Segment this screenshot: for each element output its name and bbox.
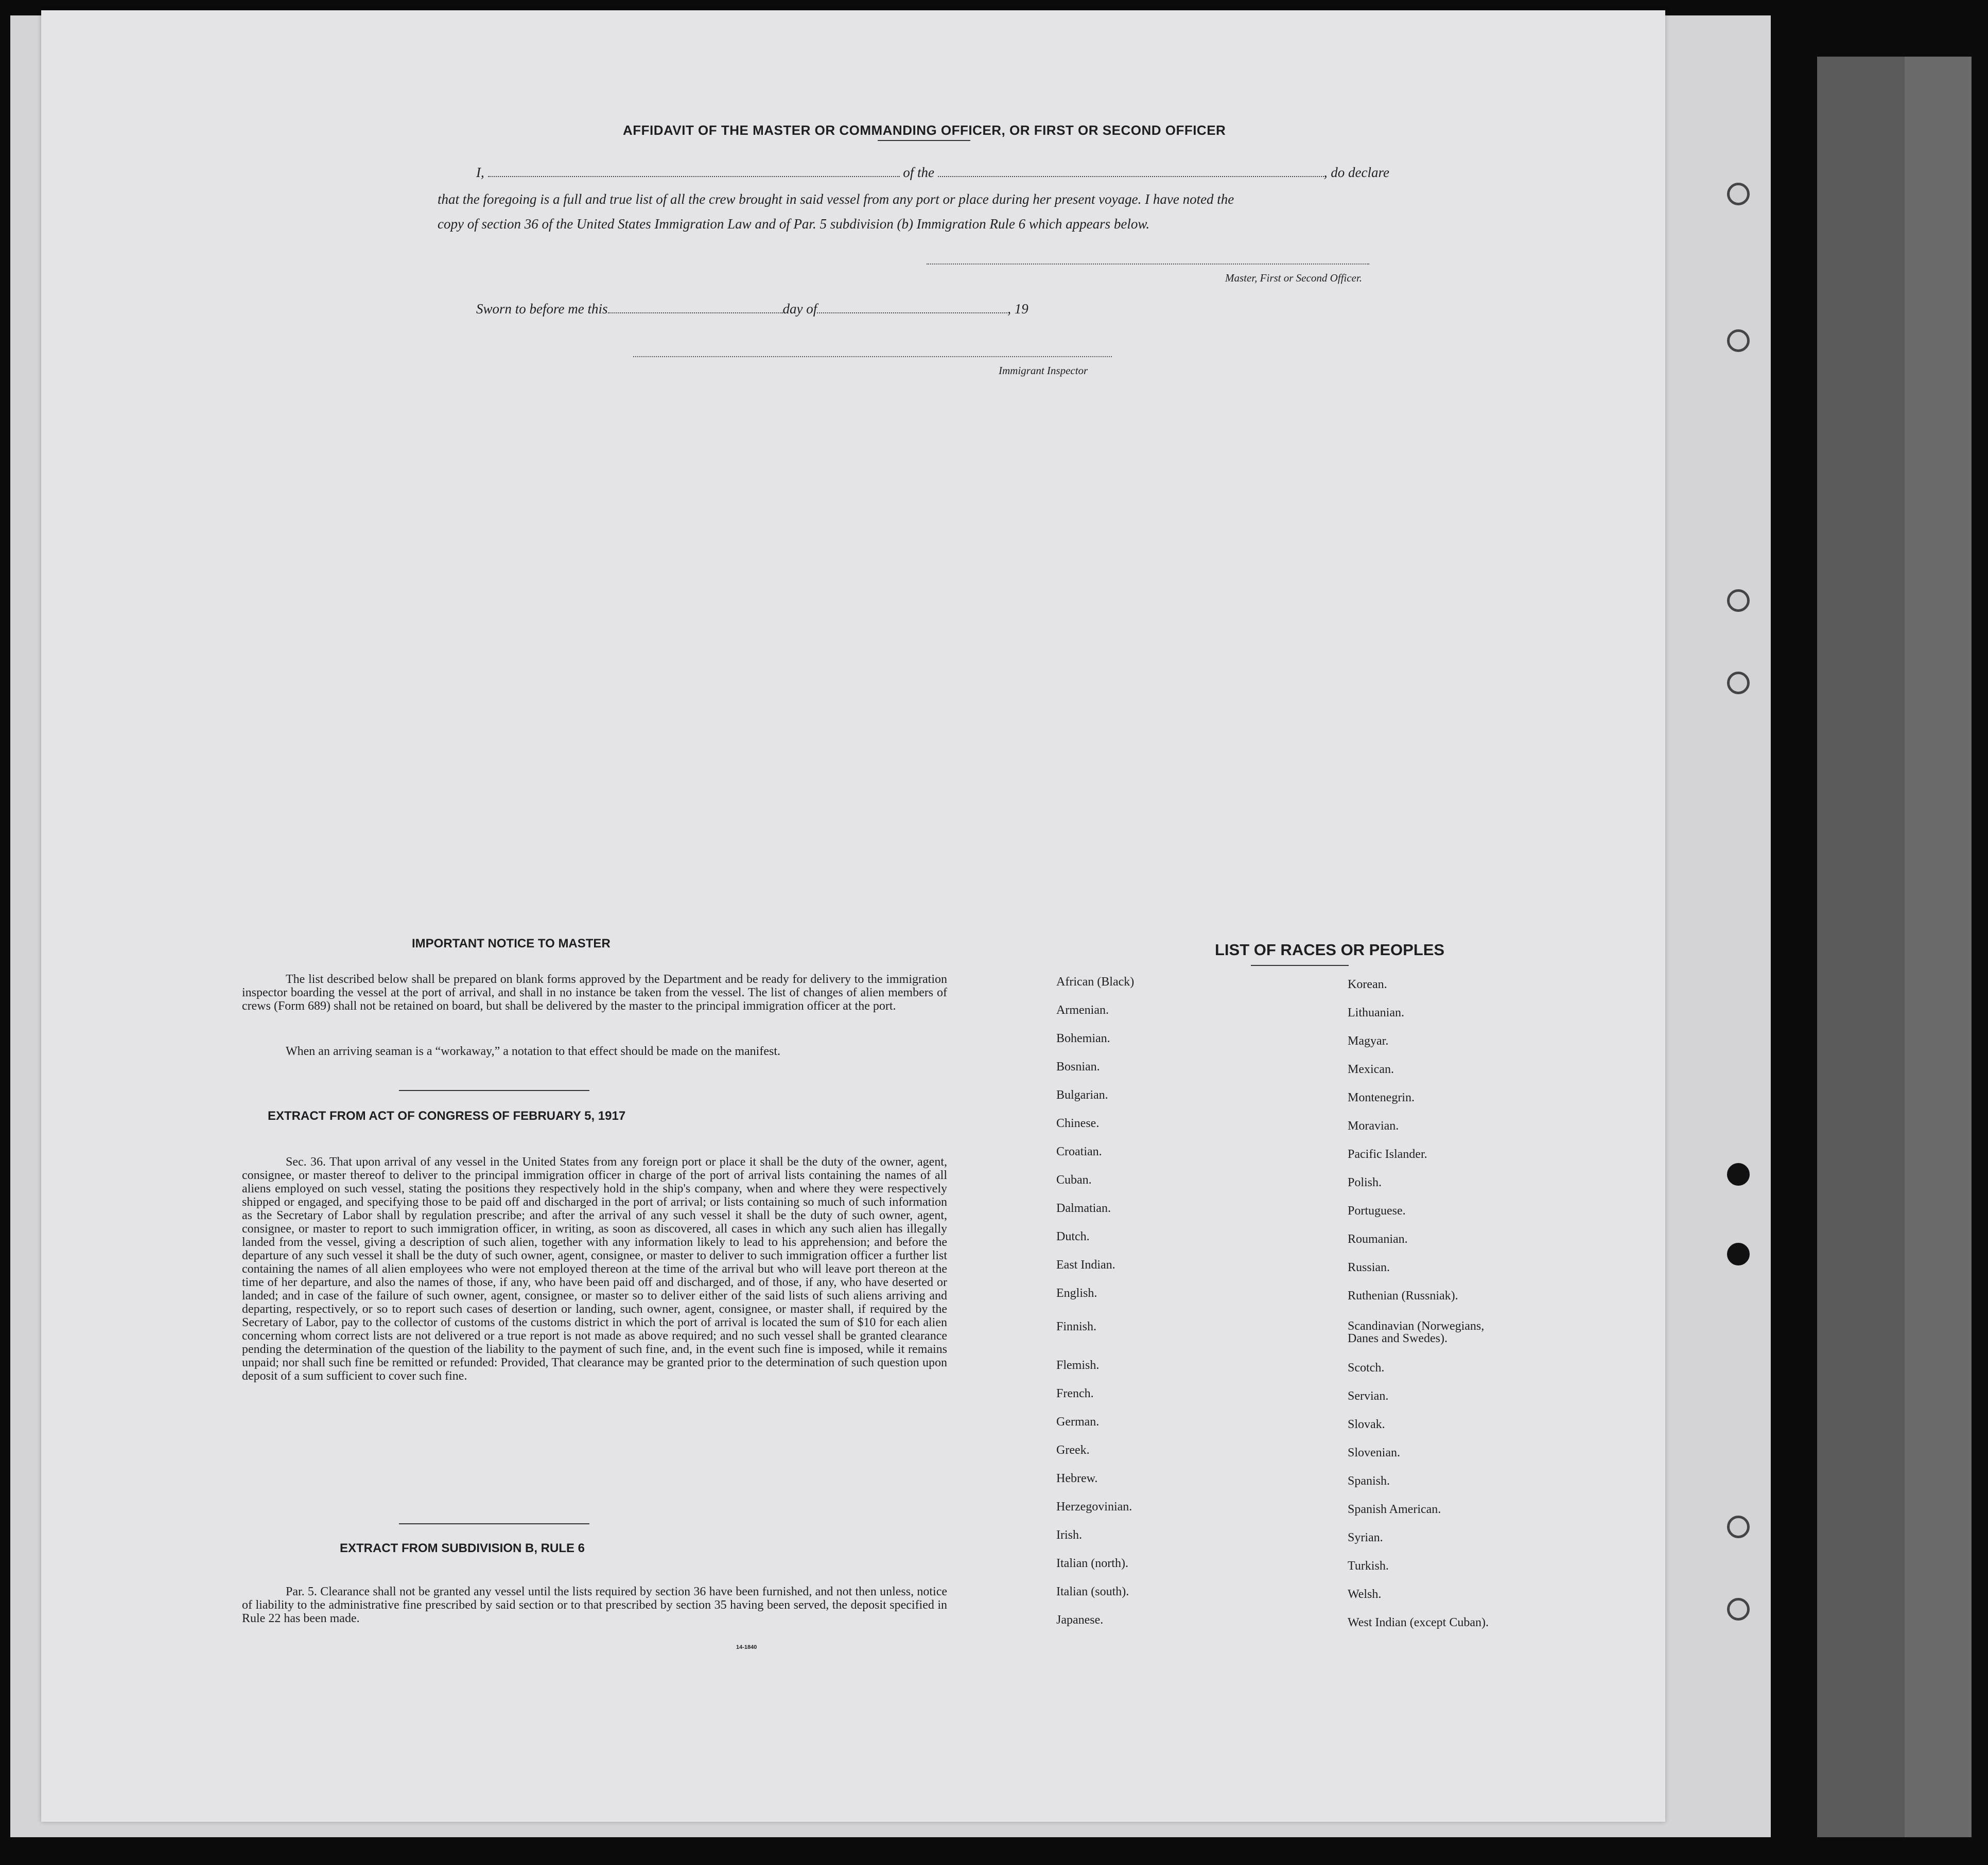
race-item: Bosnian. — [1056, 1060, 1100, 1074]
races-title: LIST OF RACES OR PEOPLES — [1215, 941, 1445, 959]
race-item: Syrian. — [1348, 1531, 1383, 1544]
vessel-blank[interactable] — [938, 165, 1324, 177]
affidavit-line-3: copy of section 36 of the United States Immigration Law and of Par. 5 subdivision (b) Immigration Rule 6 which appears below. — [438, 216, 1150, 232]
race-item: Pacific Islander. — [1348, 1148, 1427, 1161]
race-item: Bohemian. — [1056, 1032, 1110, 1045]
punch-hole — [1727, 183, 1750, 205]
race-item: Moravian. — [1348, 1119, 1399, 1133]
race-item: Spanish American. — [1348, 1503, 1441, 1516]
race-item: Korean. — [1348, 978, 1387, 991]
race-item: African (Black) — [1056, 975, 1135, 989]
sworn-day-blank[interactable] — [608, 301, 783, 313]
race-item: German. — [1056, 1415, 1100, 1429]
affidavit-title: AFFIDAVIT OF THE MASTER OR COMMANDING OFFICER, OR FIRST OR SECOND OFFICER — [623, 122, 1226, 138]
officer-signature-line[interactable] — [927, 263, 1369, 265]
race-item: Irish. — [1056, 1528, 1082, 1542]
race-item: Armenian. — [1056, 1004, 1109, 1017]
race-item: Welsh. — [1348, 1588, 1382, 1601]
act-extract-text: Sec. 36. That upon arrival of any vessel in the United States from any foreign port or place it shall be the duty of the owner, agent, consignee, or master thereof to deliver to the principal immigration officer in charge of the port of arrival lists containing the names of all aliens employed on such vessel, stating the positions they respectively hold in the ship's company, when and where they were respectively shipped or engaged, and specifying those to be paid off and discharged in the port of arrival; or lists containing so much of such information as the Secretary of Labor shall by regulation prescribe; and after the arrival of any such vessel it shall be the duty of such owner, agent, consignee, or master to report to such immigration officer, in writing, as soon as discovered, all cases in which any such alien has illegally landed from the vessel, giving a description of such alien, together with any information likely to lead to his apprehension; and before the departure of any such vessel it shall be the duty of such owner, agent, consignee, or master to deliver to such immigration officer a further list containing the names of all alien employees who were not employed thereon at the time of the arrival but who will leave port thereon at the time of her departure, and also the names of those, if any, who have been paid off and discharged, and of those, if any, who have deserted or landed; and in case of the failure of such owner, agent, consignee, or master so to deliver either of the said lists of such aliens arriving and departing, respectively, or so to report such cases of desertion or landing, such owner, agent, consignee, or master shall, if required by the Secretary of Labor, pay to the collector of customs of the customs district in which the port of arrival is located the sum of $10 for each alien concerning whom correct lists are not delivered or a true report is not made as above required; and no such vessel shall be granted clearance pending the determination of the question of the liability to the payment of such fine, and, in the event such fine is imposed, while it remains unpaid; nor shall such fine be remitted or refunded: Provided, That clearance may be granted prior to the determination of such question upon deposit of a sum sufficient to cover such fine. — [242, 1155, 947, 1383]
race-item: Italian (south). — [1056, 1585, 1129, 1598]
race-item: Italian (north). — [1056, 1557, 1128, 1570]
race-item: Slovak. — [1348, 1418, 1385, 1431]
act-extract-title: EXTRACT FROM ACT OF CONGRESS OF FEBRUARY 5, 1917 — [268, 1109, 626, 1123]
punch-hole — [1727, 1163, 1750, 1186]
race-item: Herzegovinian. — [1056, 1500, 1132, 1514]
race-item: Turkish. — [1348, 1559, 1389, 1573]
race-item: Slovenian. — [1348, 1446, 1400, 1459]
day-of-label: day of — [782, 301, 817, 316]
race-item: Lithuanian. — [1348, 1006, 1404, 1019]
background-binder-edge — [1905, 57, 1972, 1837]
race-item: Dutch. — [1056, 1230, 1090, 1243]
rule-extract-text: Par. 5. Clearance shall not be granted any vessel until the lists required by section 36 have been furnished, and not then unless, notice of liability to the administrative fine prescribed by said section or to that prescribed by section 35 having been served, the deposit specified in Rule 22 has been made. — [242, 1585, 947, 1625]
race-item: Magyar. — [1348, 1034, 1389, 1048]
rule-extract-title: EXTRACT FROM SUBDIVISION B, RULE 6 — [340, 1541, 585, 1555]
race-item: Greek. — [1056, 1444, 1090, 1457]
sworn-line — [476, 301, 1197, 317]
affidavit-declare: , do declare — [1323, 165, 1389, 180]
race-item: English. — [1056, 1287, 1097, 1300]
notice-paragraph-1: The list described below shall be prepared on blank forms approved by the Department and be ready for delivery to the immigration inspector boarding the vessel at the port of arrival, and shall in no instance be taken from the vessel. The list of changes of alien members of crews (Form 689) shall not be retained on board, but shall be delivered by the master to the principal immigration officer at the port. — [242, 973, 947, 1013]
race-item: French. — [1056, 1387, 1094, 1400]
race-item: Servian. — [1348, 1389, 1389, 1403]
punch-hole — [1727, 1243, 1750, 1265]
punch-hole — [1727, 672, 1750, 694]
name-blank[interactable] — [488, 165, 900, 177]
race-item: Flemish. — [1056, 1359, 1100, 1372]
race-item: Montenegrin. — [1348, 1091, 1415, 1104]
race-item: Hebrew. — [1056, 1472, 1098, 1485]
race-item: Mexican. — [1348, 1063, 1394, 1076]
race-item: Russian. — [1348, 1261, 1390, 1274]
notice-paragraph-2: When an arriving seaman is a “workaway,” a notation to that effect should be made on the manifest. — [286, 1045, 780, 1058]
divider — [878, 140, 970, 141]
document-page — [41, 10, 1665, 1822]
affidavit-i: I, — [476, 165, 484, 180]
punch-hole — [1727, 1598, 1750, 1621]
affidavit-line-2: that the foregoing is a full and true list of all the crew brought in said vessel from any port or place during her present voyage. I have noted the — [438, 191, 1234, 207]
race-item: Cuban. — [1056, 1173, 1092, 1187]
divider — [399, 1090, 589, 1091]
affidavit-line-1 — [476, 165, 1449, 181]
sworn-month-blank[interactable] — [817, 301, 1007, 313]
race-item: Ruthenian (Russniak). — [1348, 1289, 1458, 1303]
year-label: , 19 — [1007, 301, 1028, 316]
race-item: Japanese. — [1056, 1613, 1104, 1627]
punch-hole — [1727, 1516, 1750, 1538]
sworn-label: Sworn to before me this — [476, 301, 608, 316]
inspector-signature-label: Immigrant Inspector — [999, 364, 1088, 377]
officer-signature-label: Master, First or Second Officer. — [1225, 272, 1362, 284]
divider — [1251, 965, 1349, 966]
race-item: West Indian (except Cuban). — [1348, 1616, 1489, 1629]
punch-hole — [1727, 329, 1750, 352]
race-item: East Indian. — [1056, 1258, 1115, 1272]
race-item: Bulgarian. — [1056, 1088, 1108, 1102]
inspector-signature-line[interactable] — [633, 356, 1112, 357]
race-item: Scandinavian (Norwegians, Danes and Swedes). — [1348, 1319, 1485, 1345]
race-item: Roumanian. — [1348, 1233, 1408, 1246]
notice-title: IMPORTANT NOTICE TO MASTER — [412, 937, 611, 951]
punch-hole — [1727, 589, 1750, 612]
divider — [399, 1523, 589, 1524]
race-item: Polish. — [1348, 1176, 1382, 1189]
form-number: 14-1840 — [736, 1644, 757, 1650]
race-item: Dalmatian. — [1056, 1202, 1111, 1215]
affidavit-of-the: of the — [903, 165, 934, 180]
race-item: Scotch. — [1348, 1361, 1385, 1375]
race-item: Finnish. — [1056, 1320, 1097, 1333]
race-item: Chinese. — [1056, 1117, 1100, 1130]
race-item: Croatian. — [1056, 1145, 1102, 1158]
race-item: Spanish. — [1348, 1474, 1390, 1488]
race-item: Portuguese. — [1348, 1204, 1406, 1218]
